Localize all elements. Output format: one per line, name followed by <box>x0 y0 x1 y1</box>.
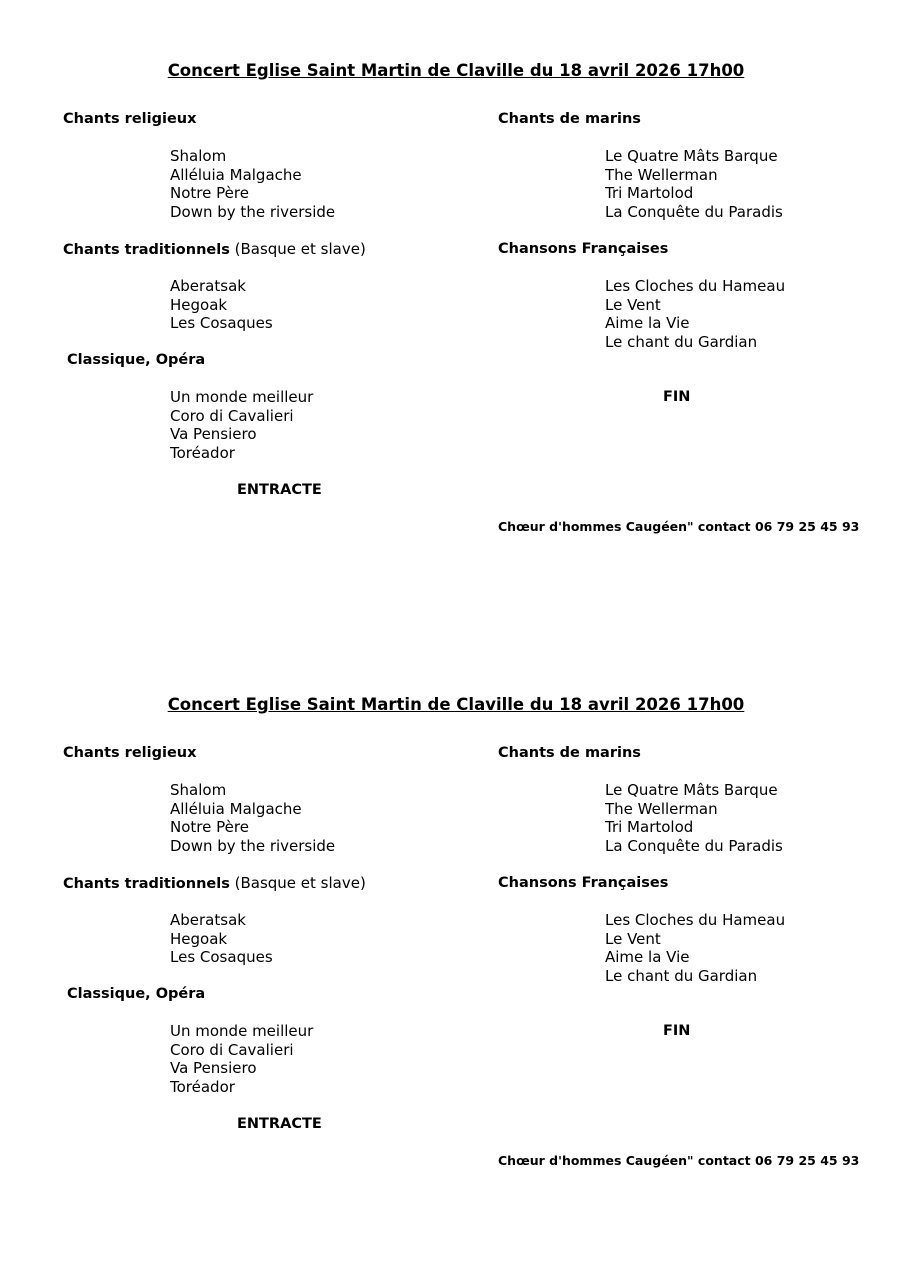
song-item: Hegoak <box>170 929 228 948</box>
heading-chants-traditionnels-line <box>63 874 366 894</box>
heading-chants-religieux: Chants religieux <box>63 111 197 127</box>
song-item: Hegoak <box>170 295 228 314</box>
heading-chants-traditionnels: Chants traditionnels <box>63 876 230 892</box>
heading-chants-religieux: Chants religieux <box>63 745 197 761</box>
song-item: The Wellerman <box>605 799 718 818</box>
song-item: Toréador <box>170 1077 235 1096</box>
song-item: Aime la Vie <box>605 948 690 966</box>
song-item: Un monde meilleur <box>170 1022 314 1040</box>
heading-chants-traditionnels: Chants traditionnels <box>63 242 230 258</box>
song-item: Down by the riverside <box>170 202 336 221</box>
song-item: The Wellerman <box>605 165 718 184</box>
heading-classique-opera: Classique, Opéra <box>67 986 206 1002</box>
song-item: Tri Martolod <box>605 818 694 836</box>
song-item: Toréador <box>170 443 235 462</box>
song-item: La Conquête du Paradis <box>605 836 783 855</box>
song-item: Down by the riverside <box>170 836 336 855</box>
song-item: Les Cloches du Hameau <box>605 911 786 929</box>
entracte-label: ENTRACTE <box>237 482 322 498</box>
entracte-label: ENTRACTE <box>237 1116 322 1132</box>
song-item: La Conquête du Paradis <box>605 202 783 221</box>
song-item: Notre Père <box>170 818 249 836</box>
song-item: Tri Martolod <box>605 184 694 202</box>
fin-label: FIN <box>663 1023 691 1039</box>
song-item: Les Cosaques <box>170 314 273 332</box>
song-item: Shalom <box>170 781 227 799</box>
heading-note: (Basque et slave) <box>234 240 366 258</box>
song-item: Le chant du Gardian <box>605 966 758 985</box>
fin-label: FIN <box>663 389 691 405</box>
song-item: Va Pensiero <box>170 1059 257 1077</box>
song-item: Le Quatre Mâts Barque <box>605 147 778 165</box>
song-item: Le Vent <box>605 295 661 314</box>
song-item: Un monde meilleur <box>170 388 314 406</box>
song-item: Notre Père <box>170 184 249 202</box>
song-item: Les Cosaques <box>170 948 273 966</box>
song-item: Les Cloches du Hameau <box>605 277 786 295</box>
heading-chansons-francaises: Chansons Françaises <box>498 241 669 257</box>
song-item: Shalom <box>170 147 227 165</box>
song-item: Le chant du Gardian <box>605 332 758 351</box>
song-item: Le Quatre Mâts Barque <box>605 781 778 799</box>
heading-classique-opera: Classique, Opéra <box>67 352 206 368</box>
song-item: Alléluia Malgache <box>170 165 302 184</box>
song-item: Aime la Vie <box>605 314 690 332</box>
heading-chants-de-marins: Chants de marins <box>498 111 641 127</box>
concert-title: Concert Eglise Saint Martin de Claville du 18 avril 2026 17h00 <box>167 695 745 714</box>
heading-chants-traditionnels-line <box>63 240 366 260</box>
song-item: Aberatsak <box>170 911 246 929</box>
contact-line: Chœur d'hommes Caugéen" contact 06 79 25 45 93 <box>498 519 860 534</box>
contact-line: Chœur d'hommes Caugéen" contact 06 79 25 45 93 <box>498 1153 860 1168</box>
song-item: Le Vent <box>605 929 661 948</box>
heading-note: (Basque et slave) <box>234 874 366 892</box>
song-item: Alléluia Malgache <box>170 799 302 818</box>
song-item: Aberatsak <box>170 277 246 295</box>
program-copy-2 <box>0 634 900 1194</box>
concert-title: Concert Eglise Saint Martin de Claville du 18 avril 2026 17h00 <box>167 61 745 80</box>
song-item: Va Pensiero <box>170 425 257 443</box>
heading-chants-de-marins: Chants de marins <box>498 745 641 761</box>
program-copy-1 <box>0 0 900 560</box>
song-item: Coro di Cavalieri <box>170 406 294 425</box>
song-item: Coro di Cavalieri <box>170 1040 294 1059</box>
heading-chansons-francaises: Chansons Françaises <box>498 875 669 891</box>
